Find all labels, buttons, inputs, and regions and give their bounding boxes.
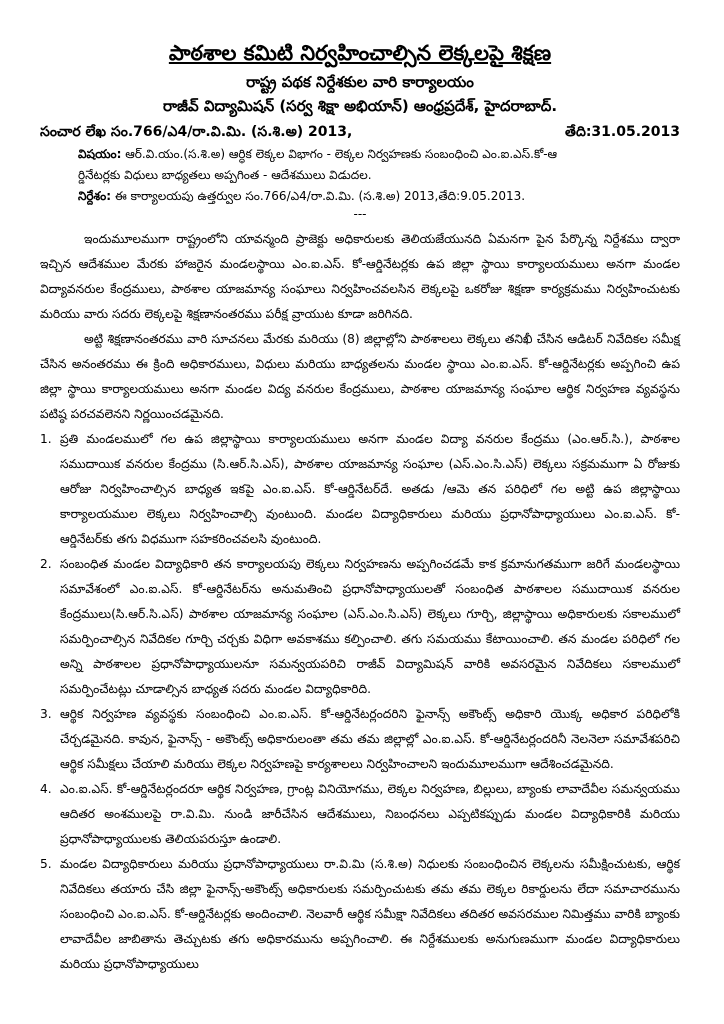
reference-text: ఈ కార్యాలయపు ఉత్తర్వుల సం.766/ఎ4/రా.వి.మి. (స.శి.అ) 2013,తేది:9.05.2013. — [114, 189, 526, 203]
office-name: రాష్ట్ర పథక నిర్దేశకుల వారి కార్యాలయం — [246, 73, 474, 91]
circular-reference: సంచార లేఖ సం.766/ఎ4/రా.వి.మి. (స.శి.అ) 2013, — [40, 124, 353, 140]
list-item-text: ఎం.ఐ.ఎస్. కో-ఆర్డినేటర్లందరూ ఆర్థిక నిర్వహణ, గ్రాంట్ల వినియోగము, లెక్కల నిర్వహణ, బిల్లులు, బ్యాంకు లావాదేవీల సమన్వయము ఆదితర అంశములపై రా.వి.మి. నుండి జారీచేసిన ఆదేశములు, నిబంధనలు ఎప్పటికప్పుడు మండల విద్యాధికారికి మరియు ప్రధానోపాధ్యాయులకు తెలియపరుస్తూ ఉండాలి. — [60, 782, 680, 846]
list-item — [40, 702, 680, 777]
list-item-text: ప్రతి మండలములో గల ఉప జిల్లాస్థాయి కార్యాలయములు అనగా మండల విద్యా వనరుల కేంద్రము (ఎం.ఆర్.సి.), పాఠశాల సముదాయిక వనరుల కేంద్రము (సి.ఆర్.సి.ఎస్), పాఠశాల యాజమాన్య సంఘాల (ఎస్.ఎం.సి.ఎస్) లెక్కలు సక్రమముగా ఏ రోజుకు ఆరోజు నిర్వహించాల్సిన బాధ్యత ఇకపై ఎం.ఐ.ఎస్. కో-ఆర్డినేటర్‌దే. అతడు /ఆమె తన పరిధిలో గల అట్టి ఉప జిల్లాస్థాయి కార్యాలయముల లెక్కలు నిర్వహించాల్సి వుంటుంది. మండల విద్యాధికారులు మరియు ప్రధానోపాధ్యాయులు ఎం.ఐ.ఎస్. కో-ఆర్డినేటర్‌కు తగు విధముగా సహకరించవలసి వుంటుంది. — [60, 432, 680, 546]
subject-block — [78, 144, 680, 186]
office-address: రాజీవ్ విద్యామిషన్ (సర్వ శిక్షా అభియాన్) ఆంధ్రప్రదేశ్, హైదరాబాద్. — [162, 97, 558, 115]
reference-label: నిర్దేశం: — [78, 189, 112, 203]
list-item — [40, 852, 680, 977]
subject-text: ఆర్.వి.యం.(స.శి.అ) ఆర్ధిక లెక్కల విభాగం - లెక్కల నిర్వహణకు సంబంధించి ఎం.ఐ.ఎస్.కో-ఆ — [125, 147, 558, 161]
list-item — [40, 777, 680, 852]
list-item-text: సంబంధిత మండల విద్యాధికారి తన కార్యాలయపు లెక్కలు నిర్వహణను అప్పగించడమే కాక క్రమానుగతముగా జరిగే మండలస్థాయి సమావేశంలో ఎం.ఐ.ఎస్. కో-ఆర్డినేటర్‌ను అనుమతించి ప్రధానోపాధ్యాయులతో సంబంధిత పాఠశాలల సముదాయిక వనరుల కేంద్రములు(సి.ఆర్.సి.ఎస్) పాఠశాల యాజమాన్య సంఘాల (ఎస్.ఎం.సి.ఎస్) లెక్కలు గూర్చి, జిల్లాస్థాయి అధికారులకు సకాలములో సమర్పించాల్సిన నివేదికల గూర్చి చర్చకు విధిగా అవకాశము కల్పించాలి. తగు సమయము కేటాయించాలి. తన మండల పరిధిలో గల అన్ని పాఠశాలల ప్రధానోపాధ్యాయులనూ సమన్వయపరిచి రాజీవ్ విద్యామిషన్ వారికి అవసరమైన నివేదికలు సకాలములో సమర్పించేటట్లు చూడాల్సిన బాధ్యత సదరు మండల విద్యాధికారిది. — [60, 557, 680, 696]
separator: --- — [353, 207, 367, 221]
subject-label: విషయం: — [78, 147, 122, 161]
list-item-number: 2. — [40, 557, 52, 571]
document-title: పాఠశాల కమిటి నిర్వహించాల్సిన లెక్కలపై శిక్షణ — [168, 41, 552, 65]
paragraph-directive: అట్టి శిక్షణానంతరము వారి సూచనలు మేరకు మరియు (8) జిల్లాల్లోని పాఠశాలలు లెక్కలు తనిఖీ చేసిన ఆడిటర్ నివేదికల సమీక్ష చేసిన అనంతరము ఈ క్రింది అధికారములు, విధులు మరియు బాధ్యతలను మండల స్థాయి ఎం.ఐ.ఎస్. కో-ఆర్డినేటర్లకు అప్పగించి ఉప జిల్లా స్థాయి కార్యాలయములు అనగా మండల విద్య వనరుల కేంద్రములు, పాఠశాల యాజమాన్య సంఘాల ఆర్థిక నిర్వహణ వ్యవస్థను పటిష్ఠ పరచవలెనని నిర్ణయించడమైనది. — [40, 332, 680, 421]
list-item — [40, 427, 680, 552]
reference-block — [78, 186, 680, 207]
list-item-number: 3. — [40, 707, 52, 721]
reference-row — [40, 120, 680, 144]
list-item-number: 1. — [40, 432, 52, 446]
list-item — [40, 552, 680, 702]
paragraph-intro: ఇందుమూలముగా రాష్ట్రంలోని యావన్మంది ప్రాజెక్టు అధికారులకు తెలియజేయునది ఏమనగా పైన పేర్కొన్న నిర్దేశము ద్వారా ఇచ్చిన ఆదేశముల మేరకు హాజరైన మండలస్థాయి ఎం.ఐ.ఎస్. కో-ఆర్డినేటర్లకు ఉప జిల్లా స్థాయి కార్యాలయములు అనగా మండల విద్యావనరుల కేంద్రములు, పాఠశాల యాజమాన్య సంఘాలు నిర్వహించవలసిన లెక్కలపై ఒకరోజు శిక్షణా కార్యక్రమము నిర్వహించుటకు మరియు వారు సదరు లెక్కలపై శిక్షణానంతరము పరీక్ష వ్రాయుట కూడా జరిగినది. — [40, 232, 680, 321]
list-item-number: 4. — [40, 782, 52, 796]
subject-continuation: ర్డినేటర్లకు విధులు బాధ్యతలు అప్పగింత - ఆదేశములు విడుదల. — [78, 168, 372, 182]
list-item-text: ఆర్థిక నిర్వహణ వ్యవస్థకు సంబంధించి ఎం.ఐ.ఎస్. కో-ఆర్డినేటర్లందరిని ఫైనాన్స్ అకౌంట్స్ అధికారి యొక్క అధికార పరిధిలోకి చేర్చడమైనది. కావున, ఫైనాన్స్ - అకౌంట్స్ అధికారులంతా తమ తమ జిల్లాల్లో ఎం.ఐ.ఎస్. కో-ఆర్డినేటర్లందరినీ నెలనెలా సమావేశపరిచి ఆర్థిక సమీక్షలు చేయాలి మరియు లెక్కల నిర్వహణపై కార్యశాలలు నిర్వహించాలని ఇందుమూలముగా ఆదేశించడమైనది. — [60, 707, 680, 771]
directive-list — [40, 427, 680, 977]
document-date: తేది:31.05.2013 — [565, 124, 680, 140]
list-item-number: 5. — [40, 857, 52, 871]
list-item-text: మండల విద్యాధికారులు మరియు ప్రధానోపాధ్యాయులు రా.వి.మి (స.శి.అ) నిధులకు సంబంధించిన లెక్కలను సమీక్షించుటకు, ఆర్థిక నివేదికలు తయారు చేసి జిల్లా ఫైనాన్స్-అకౌంట్స్ అధికారులకు సమర్పించుటకు తమ తమ లెక్కల రికార్డులను లేదా సమాచారమును సంబంధించి ఎం.ఐ.ఎస్. కో-ఆర్డినేటర్లకు అందించాలి. నెలవారీ ఆర్థిక సమీక్షా నివేదికలు తదితర అవసరముల నిమిత్తము వారికి బ్యాంకు లావాదేవీల జాబితాను తెచ్చుటకు తగు అధికారమును అప్పగించాలి. ఈ నిర్దేశములకు అనుగుణముగా మండల విద్యాధికారులు మరియు ప్రధానోపాధ్యాయులు — [60, 857, 680, 971]
